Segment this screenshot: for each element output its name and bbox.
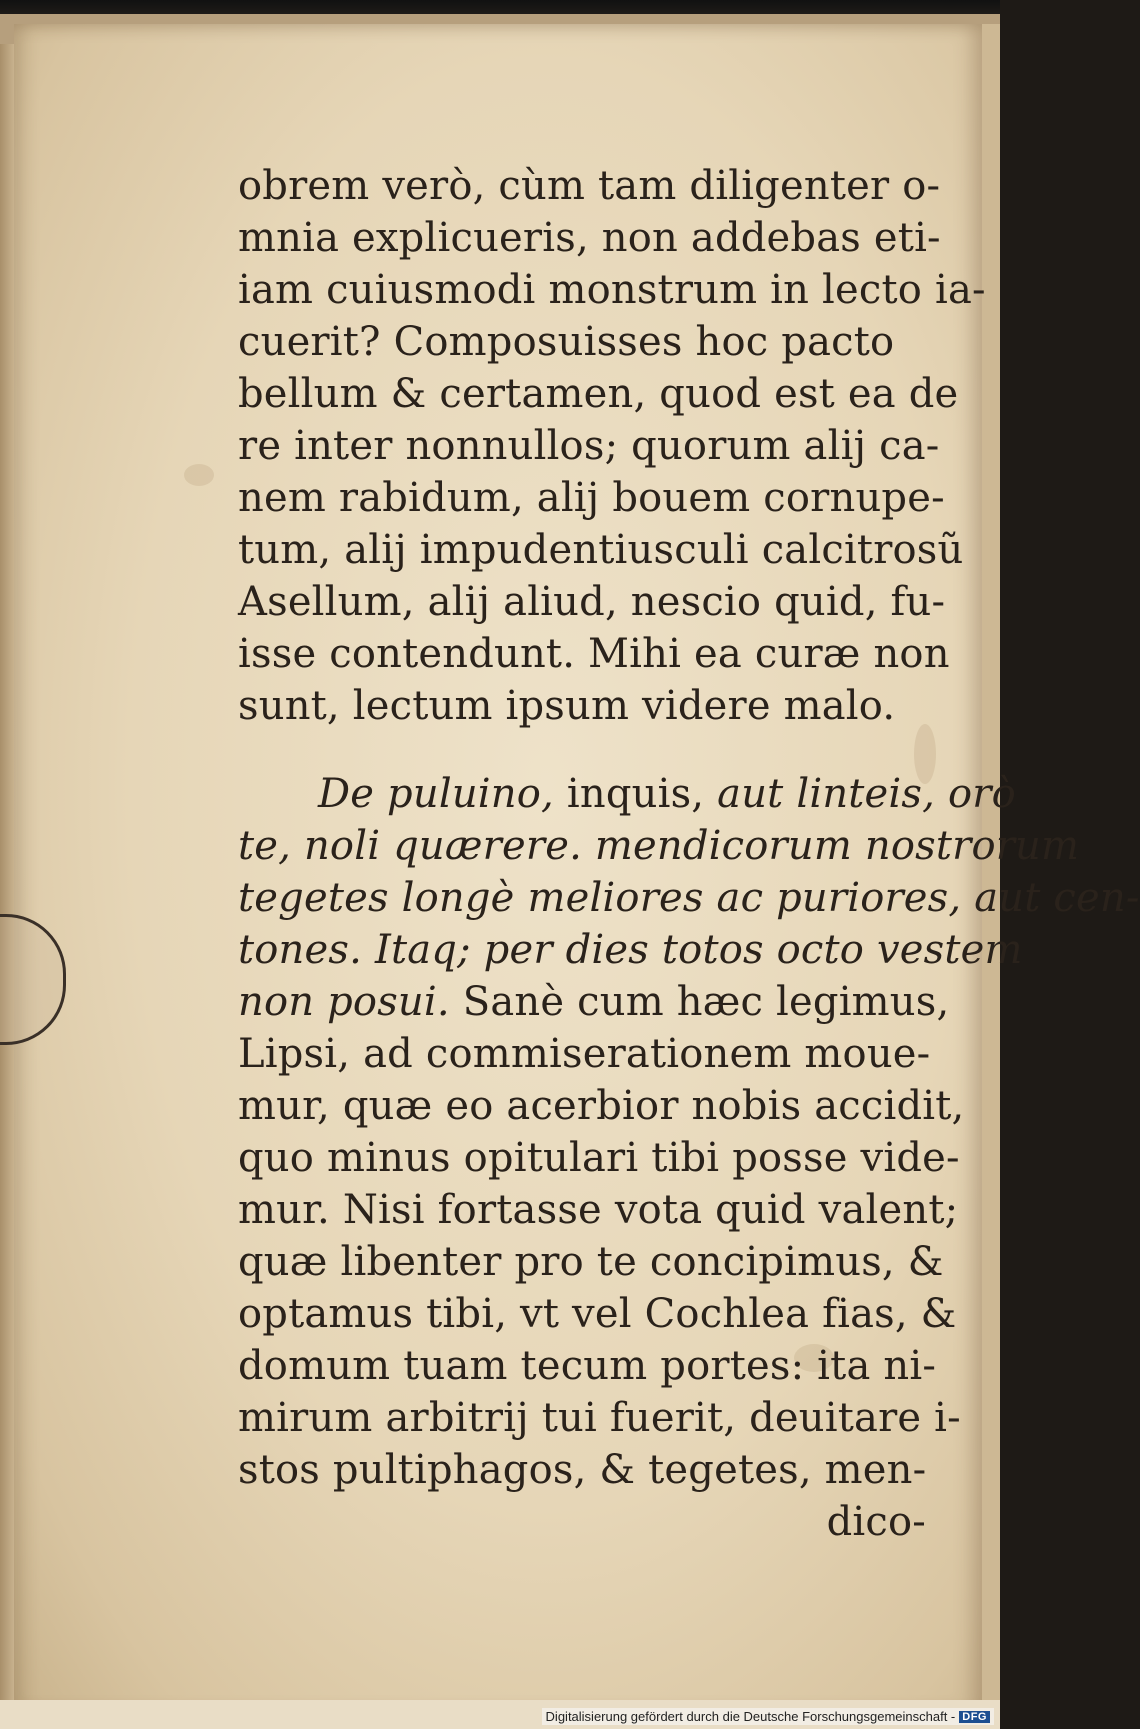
digitization-credit [542, 1708, 994, 1725]
italic-run: aut linteis, orò [717, 771, 1016, 817]
text-line [238, 1028, 950, 1080]
roman-run: domum tuam tecum portes: ita ni- [238, 1343, 937, 1389]
text-line: obrem verò, cùm tam diligenter o- [238, 163, 941, 209]
roman-run: mur. Nisi fortasse vota quid valent; [238, 1187, 959, 1233]
roman-run: inquis, [566, 771, 718, 817]
text-line: Asellum, alij aliud, nescio quid, fu- [238, 579, 946, 625]
text-line: tum, alij impudentiusculi calcitrosũ [238, 527, 964, 573]
text-line: nem rabidum, alij bouem cornupe- [238, 475, 945, 521]
roman-run: Lipsi, ad commiserationem moue- [238, 1031, 931, 1077]
paragraph-gap [238, 732, 950, 768]
text-line [238, 1184, 959, 1236]
text-line [238, 768, 1016, 820]
text-line [238, 1132, 960, 1184]
roman-run: quo minus opitulari tibi posse vide- [238, 1135, 960, 1181]
page-gutter [0, 44, 14, 1714]
text-line: re inter nonnullos; quorum alij ca- [238, 423, 940, 469]
italic-run: non posui. [238, 979, 463, 1025]
text-line: iam cuiusmodi monstrum in lecto ia- [238, 267, 986, 313]
text-line: cuerit? Composuisses hoc pacto [238, 319, 895, 365]
credit-text: Digitalisierung gefördert durch die Deutsche Forschungsgemeinschaft - [545, 1709, 956, 1724]
roman-run: mirum arbitrij tui fuerit, deuitare i- [238, 1395, 961, 1441]
text-line [238, 1340, 950, 1392]
paragraph-1 [238, 160, 986, 732]
italic-run: tegetes longè meliores ac puriores, aut cen- [238, 875, 1140, 921]
italic-run: tones. Itaq; per dies totos octo vestem [238, 927, 1023, 973]
text-line [238, 1444, 950, 1496]
roman-run: stos pultiphagos, & tegetes, men- [238, 1447, 927, 1493]
roman-run: Sanè cum hæc legimus, [462, 979, 950, 1025]
catchword: dico- [826, 1499, 926, 1545]
italic-run: De puluino, [318, 771, 567, 817]
text-line [238, 1392, 961, 1444]
roman-run: quæ libenter pro te concipimus, & [238, 1239, 944, 1285]
text-line [238, 820, 1080, 872]
page-text [238, 160, 1140, 1548]
text-line: mnia explicueris, non addebas eti- [238, 215, 941, 261]
text-line: isse contendunt. Mihi ea curæ non [238, 631, 950, 677]
text-line [238, 924, 1023, 976]
paper-stain [184, 464, 214, 486]
italic-run: te, noli quærere. mendicorum nostrorum [238, 823, 1080, 869]
paragraph-2 [238, 768, 1140, 1496]
dfg-logo: DFG [959, 1711, 990, 1723]
text-line [238, 1288, 957, 1340]
text-line [238, 1236, 950, 1288]
text-line [238, 872, 1140, 924]
text-line [238, 1080, 965, 1132]
roman-run: mur, quæ eo acerbior nobis accidit, [238, 1083, 965, 1129]
text-line: sunt, lectum ipsum videre malo. [238, 683, 896, 729]
text-line [238, 976, 950, 1028]
roman-run: optamus tibi, vt vel Cochlea fias, & [238, 1291, 957, 1337]
text-line: bellum & certamen, quod est ea de [238, 371, 959, 417]
